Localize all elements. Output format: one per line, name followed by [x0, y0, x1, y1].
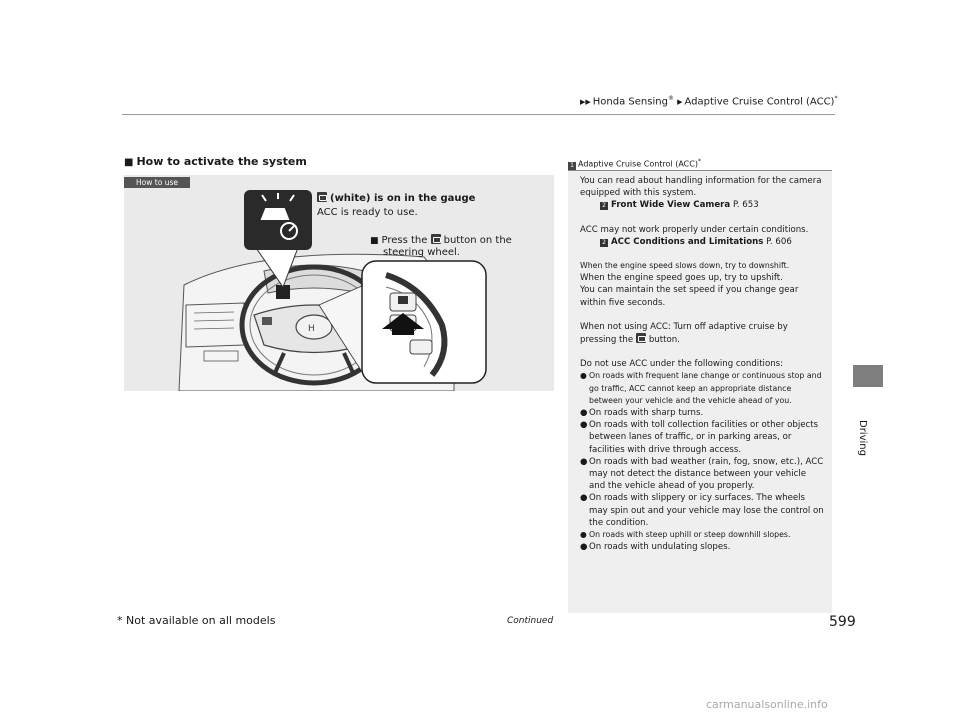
how-to-use-tag: How to use	[124, 177, 190, 188]
acc-button-icon	[636, 333, 646, 343]
acc-indicator-icon	[317, 192, 327, 202]
watermark: carmanualsonline.info	[706, 698, 828, 711]
note-number-icon: 1	[568, 162, 576, 170]
list-item: ● On roads with bad weather (rain, fog, snow, etc.), ACC may not detect the distance between your vehicle and the vehicle ahead of you properly.	[580, 456, 824, 492]
sidebar-heading: 1 Adaptive Cruise Control (ACC)*	[568, 155, 832, 170]
continued-label: Continued	[507, 616, 554, 626]
square-bullet-icon: ■	[370, 236, 379, 246]
list-item: ● On roads with steep uphill or steep downhill slopes.	[580, 530, 791, 540]
list-item: ● On roads with frequent lane change or continuous stop and go traffic, ACC cannot keep an appropriate distance between your vehicle and the vehicle ahead of you.	[580, 371, 822, 405]
sidebar-body: You can read about handling information for the camera equipped with this system. 2 Front Wide View Camera P. 653 ACC may not work properly under certain conditions. 2 ACC Conditions and Limitations P. 606 When the engine speed slows down, try to downshift. When the engine speed goes up, try to upshift. You can maintain the set speed if you change gear within five seconds. When not using ACC: Turn off adaptive cruise by pressing the button. Do not use ACC under the following conditions: ● On roads with frequent lane change or continuous stop and go traffic, ACC cannot keep an appropriate distance between your vehicle and the vehicle ahead of you. ● On roads with sharp turns. ● On roads with toll collection facilities or other objects between lanes of traffic, or in parking areas, or facilities with drive through access. ● On roads with bad weather (rain, fog, snow, etc.), ACC may not detect the distance between your vehicle and the vehicle ahead of you properly. ● On roads with slippery or icy surfaces. The wheels may spin out and your vehicle may lose the control on the condition. ● On roads with steep uphill or steep downhill slopes. ● On roads with undulating slopes.	[568, 170, 832, 613]
list-item: ● On roads with undulating slopes.	[580, 542, 731, 553]
breadcrumb-arrow-icon: ▶▶	[580, 98, 591, 107]
dashboard-illustration	[124, 175, 554, 391]
reference-arrow-icon: 2	[600, 239, 608, 247]
breadcrumb-item-honda-sensing[interactable]: Honda Sensing	[592, 96, 668, 108]
acc-button-icon	[431, 234, 441, 244]
section-title: ■ How to activate the system	[124, 155, 307, 168]
header-divider	[122, 114, 835, 115]
chapter-tab-marker	[853, 365, 883, 387]
list-item: ● On roads with slippery or icy surfaces. The wheels may spin out and your vehicle may lose the control on the condition.	[580, 493, 824, 528]
reference-link[interactable]: 2 Front Wide View Camera P. 653	[580, 199, 824, 211]
sidebar-note	[568, 155, 832, 613]
gauge-callout: (white) is on in the gauge ACC is ready to use.	[317, 193, 476, 218]
breadcrumb-arrow-icon: ▶	[677, 98, 683, 107]
square-bullet-icon: ■	[124, 157, 134, 168]
footnote: * Not available on all models	[117, 614, 276, 627]
breadcrumb: ▶▶ Honda Sensing® ▶ Adaptive Cruise Control (ACC)*	[580, 95, 838, 108]
page-number: 599	[829, 614, 856, 630]
chapter-tab-label: Driving	[857, 420, 868, 456]
list-item: ● On roads with toll collection facilities or other objects between lanes of traffic, or in parking areas, or facilities with drive through access.	[580, 420, 819, 455]
acc-button-icon	[398, 296, 408, 304]
svg-text:H: H	[308, 324, 315, 334]
button-callout: ■ Press the button on the steering wheel.	[370, 235, 512, 258]
reference-arrow-icon: 2	[600, 202, 608, 210]
breadcrumb-item-acc[interactable]: Adaptive Cruise Control (ACC)	[684, 96, 835, 108]
reference-link[interactable]: 2 ACC Conditions and Limitations P. 606	[580, 236, 824, 248]
list-item: ● On roads with sharp turns.	[580, 408, 704, 419]
